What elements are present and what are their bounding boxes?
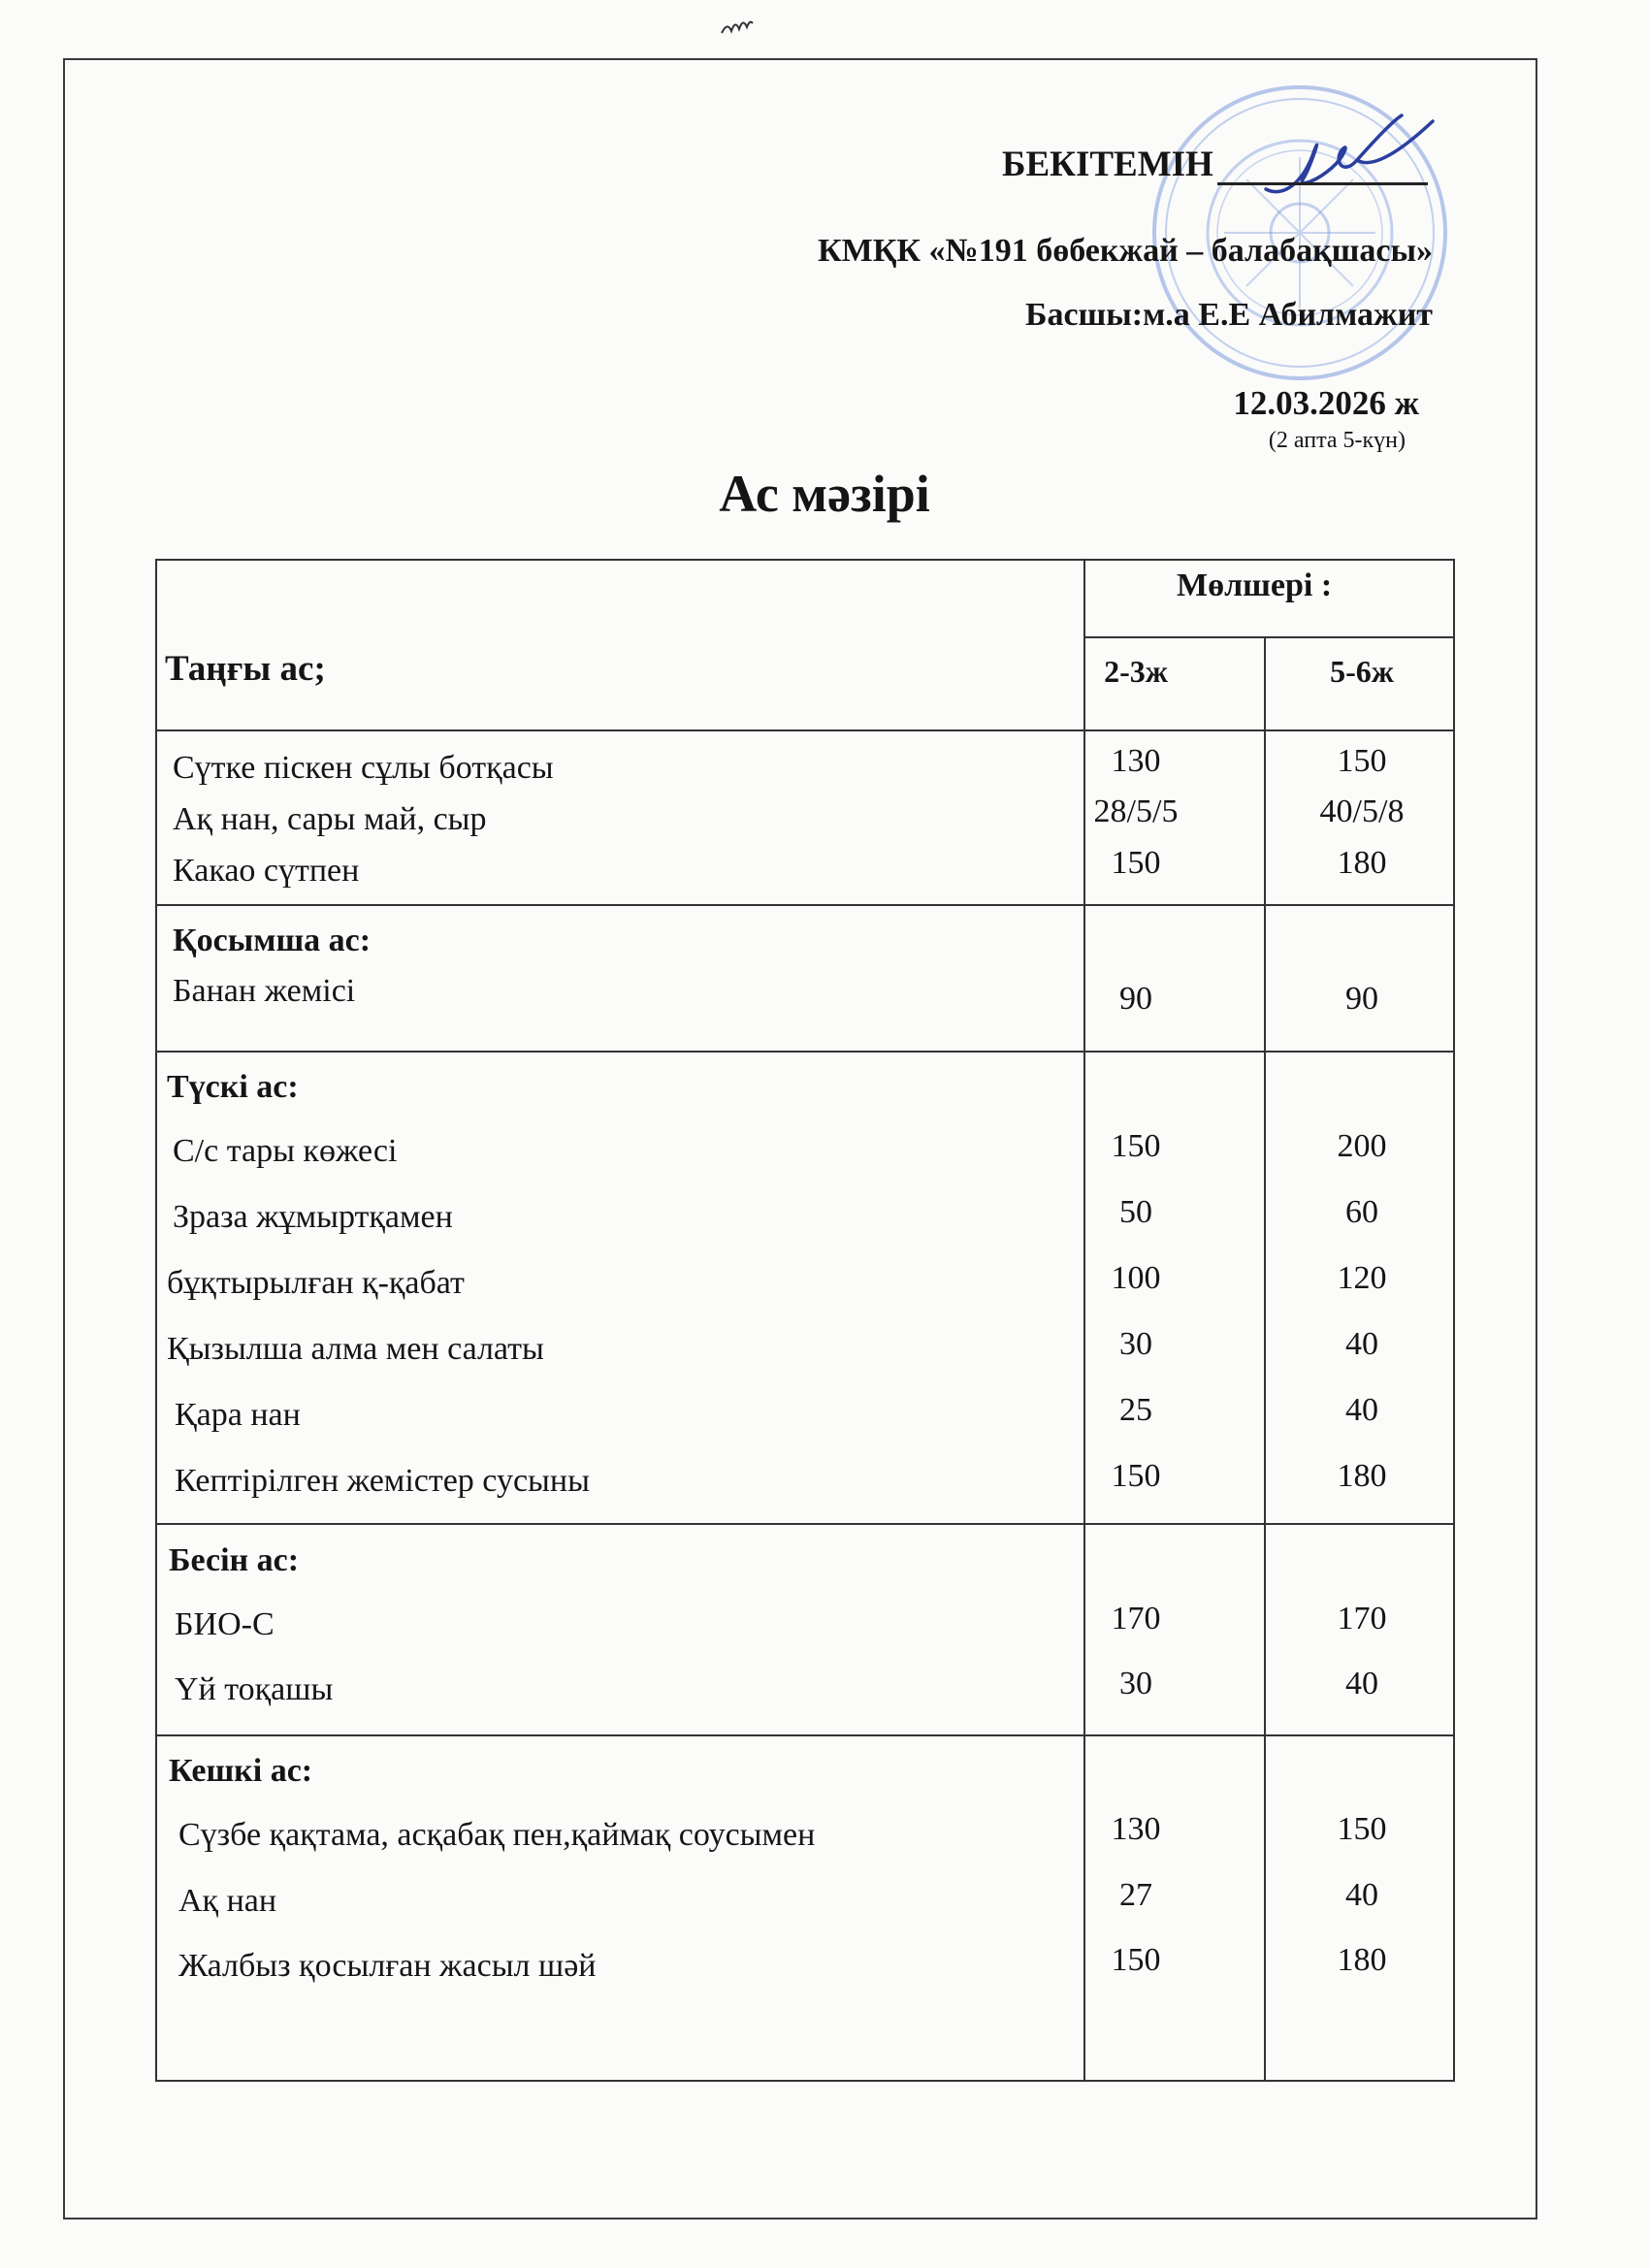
dinner-item: Ақ нан bbox=[178, 1883, 277, 1919]
breakfast-qty-2-3: 28/5/5 bbox=[1093, 794, 1179, 829]
lunch-header: Түскі ас: bbox=[167, 1069, 299, 1105]
breakfast-qty-5-6: 150 bbox=[1337, 743, 1387, 779]
approval-label: БЕКІТЕМІН bbox=[1002, 145, 1213, 184]
lunch-item: бұқтырылған қ-қабат bbox=[167, 1265, 465, 1301]
afternoon-item: БИО-С bbox=[175, 1606, 275, 1642]
afternoon-qty-5-6: 40 bbox=[1345, 1666, 1378, 1701]
breakfast-qty-2-3: 150 bbox=[1111, 845, 1161, 881]
lunch-item: Қызылша алма мен салаты bbox=[167, 1331, 544, 1367]
breakfast-item: Какао сүтпен bbox=[173, 853, 360, 889]
lunch-qty-2-3: 100 bbox=[1111, 1260, 1161, 1296]
afternoon-qty-2-3: 170 bbox=[1111, 1601, 1161, 1636]
afternoon-item: Үй тоқашы bbox=[175, 1671, 334, 1707]
quantity-header: Мөлшері : bbox=[1177, 567, 1333, 603]
breakfast-item: Ақ нан, сары май, сыр bbox=[173, 801, 487, 837]
lunch-qty-2-3: 150 bbox=[1111, 1458, 1161, 1494]
week-day-note: (2 апта 5-күн) bbox=[1268, 428, 1406, 453]
lunch-item: Зраза жұмыртқамен bbox=[173, 1199, 453, 1235]
dinner-qty-5-6: 150 bbox=[1337, 1811, 1387, 1847]
dinner-item: Жалбыз қосылған жасыл шәй bbox=[178, 1948, 597, 1984]
lunch-qty-2-3: 30 bbox=[1119, 1326, 1152, 1362]
signature-line bbox=[1217, 147, 1428, 185]
lunch-qty-5-6: 120 bbox=[1337, 1260, 1387, 1296]
age-group-5-6: 5-6ж bbox=[1330, 654, 1394, 689]
afternoon-qty-5-6: 170 bbox=[1337, 1601, 1387, 1636]
breakfast-item: Сүтке піскен сұлы ботқасы bbox=[173, 750, 554, 786]
breakfast-qty-5-6: 40/5/8 bbox=[1319, 794, 1405, 829]
age-group-2-3: 2-3ж bbox=[1104, 654, 1168, 689]
lunch-qty-5-6: 180 bbox=[1337, 1458, 1387, 1494]
dinner-qty-2-3: 150 bbox=[1111, 1942, 1161, 1978]
lunch-item: Қара нан bbox=[175, 1397, 301, 1433]
lunch-qty-5-6: 60 bbox=[1345, 1194, 1378, 1230]
document-date: 12.03.2026 ж bbox=[1233, 384, 1419, 422]
dinner-header: Кешкі ас: bbox=[169, 1753, 313, 1789]
snack-header: Қосымша ас: bbox=[173, 923, 372, 958]
dinner-qty-2-3: 130 bbox=[1111, 1811, 1161, 1847]
dinner-qty-2-3: 27 bbox=[1119, 1877, 1152, 1913]
lunch-qty-5-6: 200 bbox=[1337, 1128, 1387, 1164]
afternoon-qty-2-3: 30 bbox=[1119, 1666, 1152, 1701]
dinner-qty-5-6: 180 bbox=[1337, 1942, 1387, 1978]
snack-qty-2-3: 90 bbox=[1119, 981, 1152, 1017]
dinner-qty-5-6: 40 bbox=[1345, 1877, 1378, 1913]
lunch-qty-2-3: 25 bbox=[1119, 1392, 1152, 1428]
lunch-qty-2-3: 150 bbox=[1111, 1128, 1161, 1164]
head-name: Басшы:м.а Е.Е Абилмажит bbox=[1024, 297, 1433, 333]
lunch-item: Кептірілген жемістер сусыны bbox=[175, 1463, 590, 1499]
snack-qty-5-6: 90 bbox=[1345, 981, 1378, 1017]
lunch-qty-5-6: 40 bbox=[1345, 1326, 1378, 1362]
organization-name: КМҚК «№191 бөбекжай – балабақшасы» bbox=[818, 233, 1433, 269]
lunch-item: С/с тары көжесі bbox=[173, 1133, 398, 1169]
dinner-item: Сүзбе қақтама, асқабақ пен,қаймақ соусымен bbox=[178, 1817, 816, 1853]
approval-line bbox=[1002, 144, 1428, 185]
menu-title: Ас мәзірі bbox=[719, 465, 930, 523]
snack-item: Банан жемісі bbox=[173, 973, 356, 1009]
breakfast-qty-5-6: 180 bbox=[1337, 845, 1387, 881]
breakfast-qty-2-3: 130 bbox=[1111, 743, 1161, 779]
breakfast-header: Таңғы ас; bbox=[165, 649, 326, 689]
lunch-qty-2-3: 50 bbox=[1119, 1194, 1152, 1230]
scan-mark bbox=[718, 14, 757, 37]
lunch-qty-5-6: 40 bbox=[1345, 1392, 1378, 1428]
afternoon-header: Бесін ас: bbox=[169, 1542, 300, 1578]
